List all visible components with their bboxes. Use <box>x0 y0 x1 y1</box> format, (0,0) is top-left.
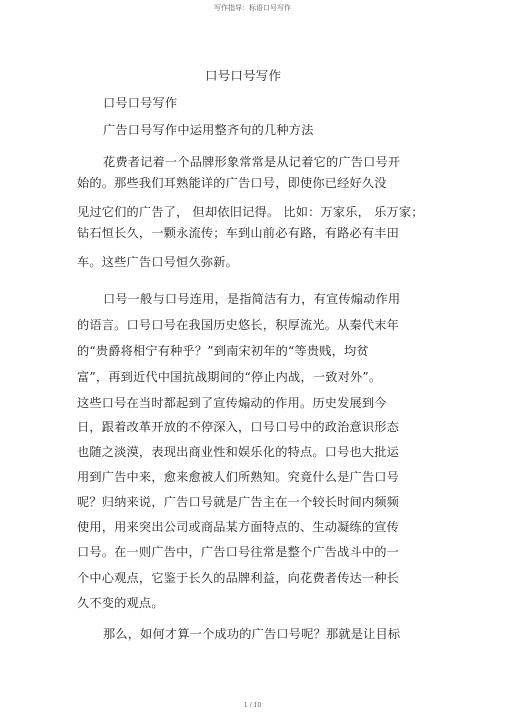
paragraph-2-line: 呢？归纳来说，广告口号就是广告主在一个较长时间内频频 <box>77 495 400 509</box>
paragraph-2-line: 口号一般与口号连用，是指简洁有力，有宣传煽动作用 <box>103 292 401 306</box>
paragraph-2-line: 也随之淡漠，表现出商业性和娱乐化的特点。口号也大批运 <box>77 445 400 459</box>
paragraph-2-line: 使用，用来突出公司或商品某方面特点的、生动凝练的宣传 <box>77 520 400 534</box>
paragraph-2-line: 用到广告中来，愈来愈被人们所熟知。究竟什么是广告口号 <box>77 470 400 484</box>
paragraph-1-line: 钻石恒长久，一颗永流传；车到山前必有路，有路必有丰田 <box>77 226 400 240</box>
paragraph-2-line: 口号。在一则广告中，广告口号往常是整个广告战斗中的一 <box>77 545 400 559</box>
subheading-2: 广告口号写作中运用整齐句的几种方法 <box>103 123 314 137</box>
paragraph-2-line: 这些口号在当时都起到了宣传煽动的作用。历史发展到今 <box>77 396 387 410</box>
paragraph-2-line: 的语言。口号口号在我国历史悠长，积厚流光。从秦代末年 <box>77 318 400 332</box>
paragraph-1-line: 花费者记着一个品牌形象常常是从记着它的广告口号开 <box>103 155 401 169</box>
paragraph-2-line: 个中心观点，它鉴于长久的品牌利益，向花费者传达一种长 <box>77 571 400 585</box>
paragraph-2-line: 富”，再到近代中国抗战期间的“停止内战，一致对外”。 <box>77 370 382 384</box>
subheading-1: 口号口号写作 <box>103 96 178 110</box>
paragraph-2-line: 日，跟着改革开放的不停深入，口号口号中的政治意识形态 <box>77 420 400 434</box>
paragraph-1-line: 车。这些广告口号恒久弥新。 <box>77 255 239 269</box>
paragraph-2-line: 的“贵爵将相宁有种乎？”到南宋初年的“等贵贱，均贫 <box>77 344 369 358</box>
paragraph-1-line: 见过它们的广告了， 但却依旧记得。 比如：万家乐， 乐万家； <box>77 205 424 219</box>
paragraph-3-line: 那么，如何才算一个成功的广告口号呢？那就是让目标 <box>103 627 401 641</box>
document-title: 口号口号写作 <box>205 68 282 83</box>
page-number: 1 / 10 <box>243 702 262 709</box>
running-header: 写作指导：标语口号写作 <box>214 4 291 12</box>
paragraph-2-line: 久不变的观点。 <box>77 596 164 610</box>
paragraph-1-line: 始的。那些我们耳熟能详的广告口号，即使你已经好久没 <box>77 176 387 190</box>
